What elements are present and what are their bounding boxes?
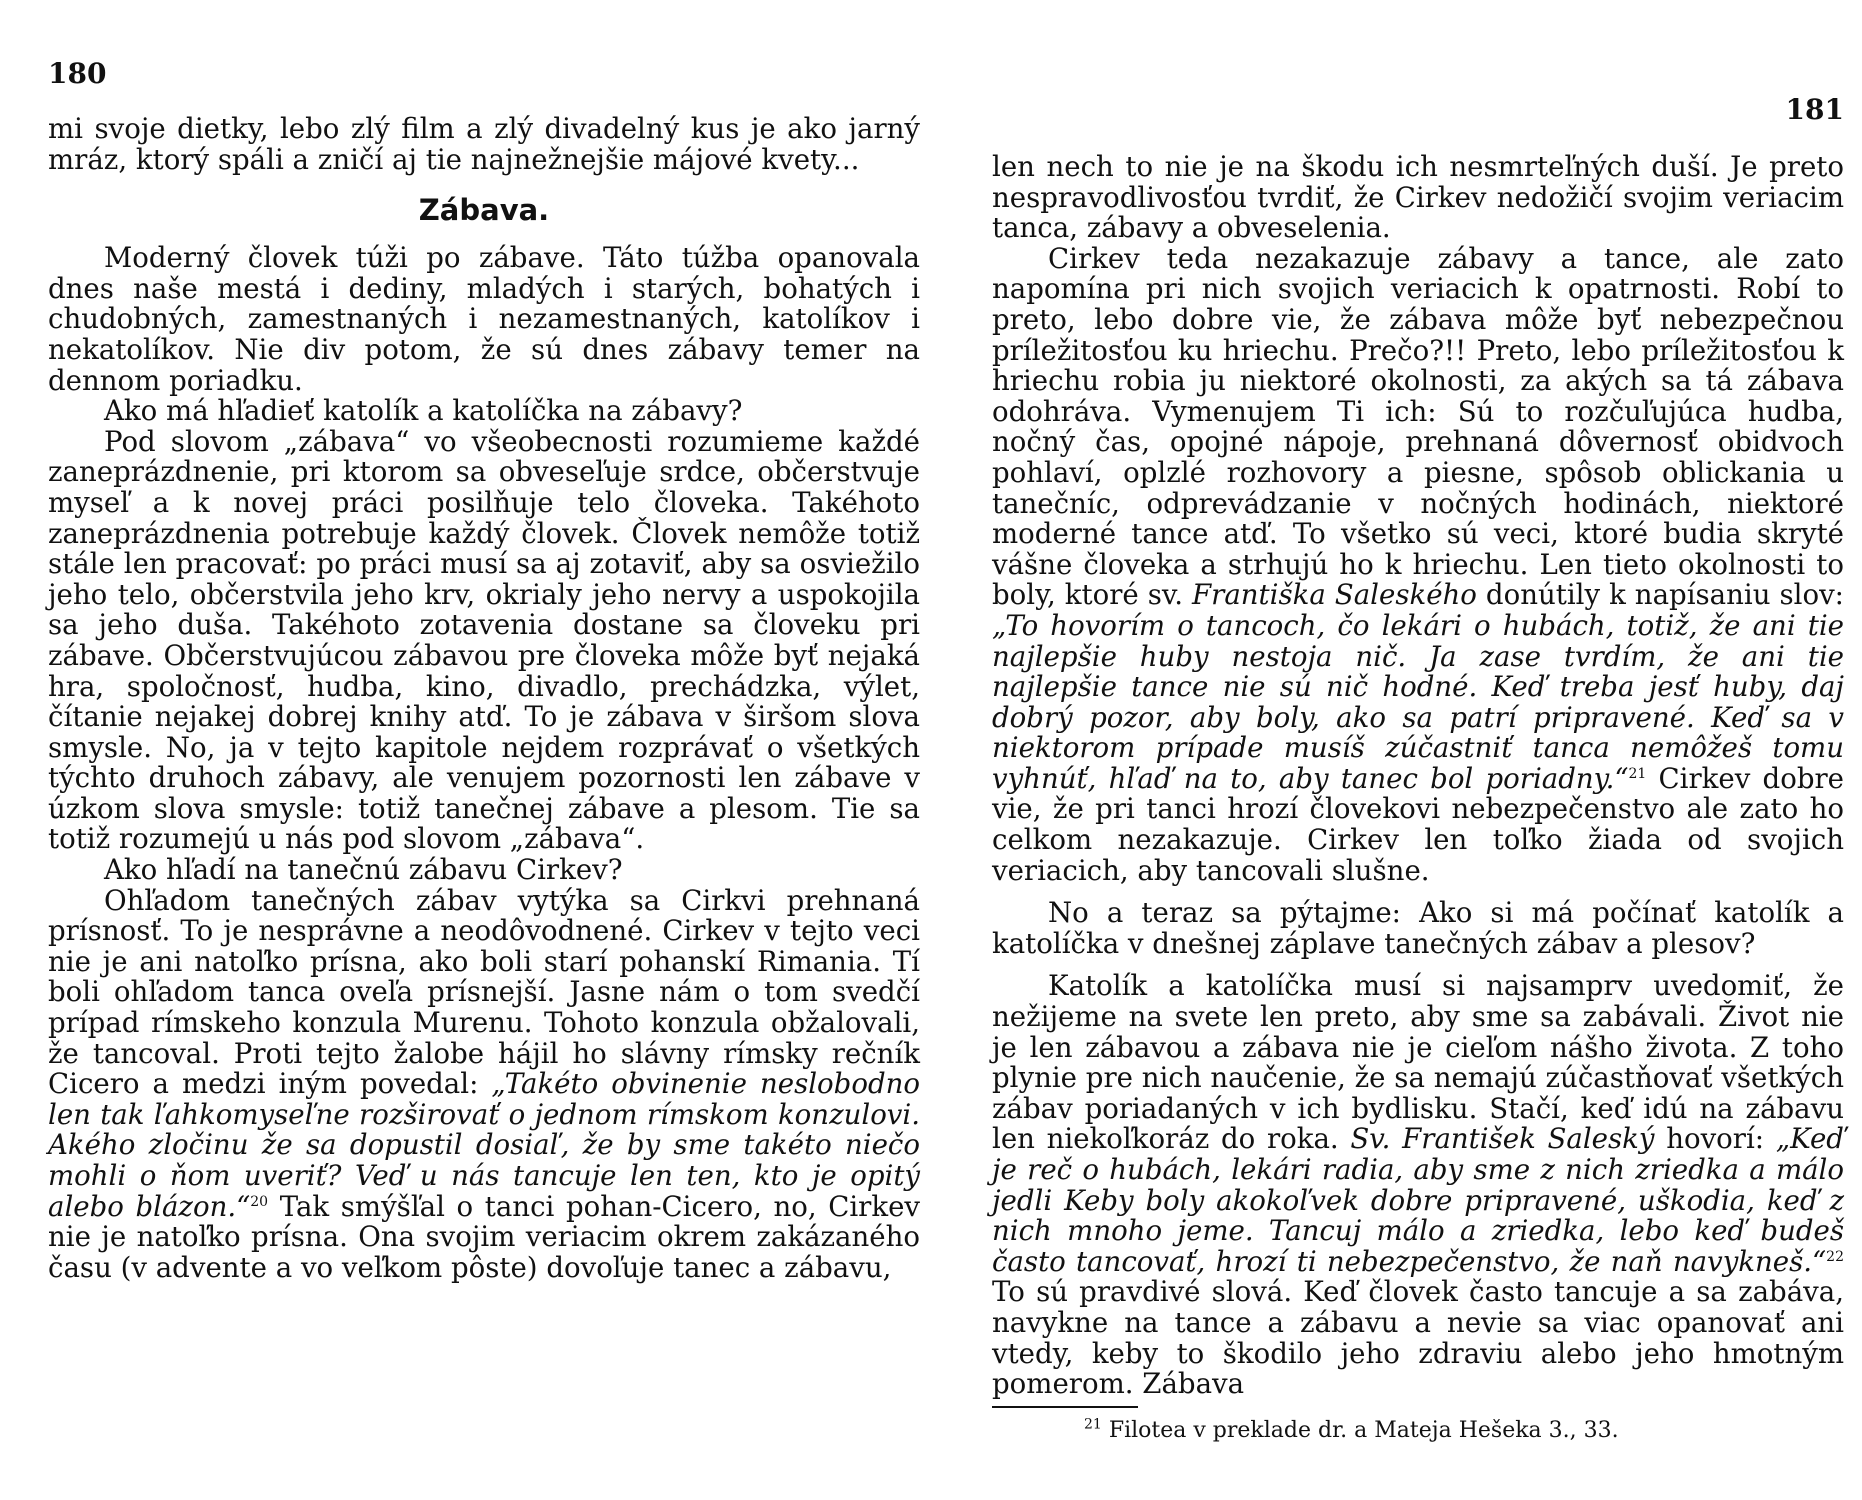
page-number-left: 180 bbox=[48, 57, 107, 90]
intro-paragraph: mi svoje dietky, lebo zlý film a zlý divadelný kus je ako jarný mráz, ktorý spáli a zničí aj tie najnežnejšie májové kvety... bbox=[48, 112, 920, 176]
paragraph-text: Cirkev dobre vie, že pri tanci hrozí človekovi nebezpečenstvo ale zato ho celkom nezakazuje. Cirkev len toľko žiada od svojich veriacich, aby tancovali slušne. bbox=[992, 761, 1845, 887]
footnote-ref: 21 bbox=[1628, 765, 1647, 782]
paragraph-text: hovorí: bbox=[1654, 1122, 1776, 1156]
question-paragraph: Ako hľadí na tanečnú zábavu Cirkev? bbox=[104, 853, 623, 887]
paragraph-text: Tak smýšľal o tanci pohan-Cicero, no, Cirkev nie je natoľko prísna. Ona svojim veriacim okrem zakázaného času (v advente a vo veľkom pôste) dovoľuje tanec a zábavu, bbox=[48, 1189, 920, 1284]
footnote-ref: 20 bbox=[250, 1193, 269, 1210]
paragraph bbox=[992, 971, 1844, 1399]
paragraph-text: Ohľadom tanečných zábav vytýka sa Cirkvi prehnaná prísnosť. To je nesprávne a neodôvodnené. Cirkev v tejto veci nie je ani natoľko prísna, ako boli starí pohanskí Rimania. Tí boli ohľadom tanca oveľa prísnejší. Jasne nám o tom svedčí prípad rímskeho konzula Murenu. Tohoto konzula obžalovali, že tancoval. Proti tejto žalobe hájil ho slávny rímsky rečník Cicero a medzi iným povedal: bbox=[48, 883, 920, 1101]
quotation: „To hovorím o tancoch, čo lekári o hubách, totiž, že ani tie najlepšie huby nestoja nič. Ja zase tvrdím, že ani tie najlepšie tance nie sú nič hodné. Keď treba jesť huby, daj dobrý pozor, aby boly, ako sa patrí pripravené. Keď sa v niektorom prípade musíš zúčastniť tanca nemôžeš tomu vyhnúť, hľaď na to, aby tanec bol poriadny.“ bbox=[992, 608, 1844, 795]
page-number-right: 181 bbox=[1785, 93, 1844, 126]
quotation: „Takéto obvinenie neslobodno len tak ľahkomyseľne rozširovať o jednom rímskom konzulovi. Akého zločinu že sa dopustil dosiaľ, že by sme takéto niečo mohli o ňom uveriť? Veď u nás tancuje len ten, kto je opitý alebo blázon.“ bbox=[48, 1067, 920, 1223]
footnote-number: 21 bbox=[1084, 1416, 1102, 1433]
paragraph-text: Katolík a katolíčka musí si najsamprv uvedomiť, že nežijeme na svete len preto, aby sme sa zabávali. Život nie je len zábavou a zábava nie je cieľom nášho života. Z toho plynie pre nich naučenie, že sa nemajú zúčastňovať všetkých zábav poriadaných v ich bydlisku. Stačí, keď idú na zábavu len niekoľkoráz do roka. bbox=[992, 969, 1844, 1156]
paragraph-text: donútily k napísaniu slov: bbox=[1476, 578, 1844, 612]
paragraph-text: Cirkev teda nezakazuje zábavy a tance, ale zato napomína pri nich svojich veriacich k opatrnosti. Robí to preto, lebo dobre vie, že zábava môže byť nebezpečnou príležitosťou ku hriechu. Prečo?!! Preto, lebo príležitosťou k hriechu robia ju niektoré okolnosti, za akých sa tá zábava odohráva. Vymenujem Ti ich: Sú to rozčuľujúca hudba, nočný čas, opojné nápoje, prehnaná dôvernosť obidvoch pohlaví, oplzlé rozhovory a piesne, spôsob oblickania u tanečníc, odprevádzanie v nočných hodinách, niektoré moderné tance atď. To všetko sú veci, ktoré budia skryté vášne človeka a strhujú ho k hriechu. Len tieto okolnosti to boly, ktoré sv. bbox=[992, 241, 1844, 612]
footnote-ref: 22 bbox=[1826, 1248, 1844, 1265]
footnote-divider bbox=[992, 1406, 1138, 1408]
person-name: Františka Saleského bbox=[1192, 578, 1477, 612]
paragraph: Pod slovom „zábava“ vo všeobecnosti rozumieme každé zaneprázdnenie, pri ktorom sa obveseľuje srdce, občerstvuje myseľ a k novej práci posilňuje telo človeka. Takéhoto zaneprázdnenia potrebuje každý človek. Človek nemôže totiž stále len pracovať: po práci musí sa aj zotaviť, aby sa osviežilo jeho telo, občerstvila jeho krv, okrialy jeho nervy a uspokojila sa jeho duša. Takéhoto zotavenia dostane sa človeku pri zábave. Občerstvujúcou zábavou pre človeka môže byť nejaká hra, spoločnosť, hudba, kino, divadlo, prechádzka, výlet, čítanie nejakej dobrej knihy atď. To je zábava v širšom slova smysle. No, ja v tejto kapitole nejdem rozprávať o všetkých týchto druhoch zábavy, ale venujem pozornosti len zábave v úzkom slova smysle: totiž tanečnej zábave a plesom. Tie sa totiž rozumejú u nás pod slovom „zábava“. bbox=[48, 424, 920, 856]
person-name: Sv. František Saleský bbox=[1350, 1122, 1655, 1156]
paragraph: Moderný človek túži po zábave. Táto túžba opanovala dnes naše mestá i dediny, mladých i starých, bohatých i chudobných, zamestnaných i nezamestnaných, katolíkov i nekatolíkov. Nie div potom, že sú dnes zábavy temer na dennom poriadku. bbox=[48, 241, 920, 397]
paragraph bbox=[992, 241, 1845, 887]
question-paragraph: Ako má hľadieť katolík a katolíčka na zábavy? bbox=[104, 394, 743, 428]
question-paragraph: No a teraz sa pýtajme: Ako si má počínať katolík a katolíčka v dnešnej záplave tanečných zábav a plesov? bbox=[992, 896, 1844, 960]
paragraph: len nech to nie je na škodu ich nesmrteľných duší. Je preto nespravodlivosťou tvrdiť, že Cirkev nedožičí svojim veriacim tanca, zábavy a obveselenia. bbox=[992, 150, 1844, 245]
left-page-text bbox=[48, 114, 920, 1283]
footnote-text: Filotea v preklade dr. a Mateja Hešeka 3., 33. bbox=[1108, 1418, 1619, 1443]
paragraph-text: To sú pravdivé slová. Keď človek často tancuje a sa zabáva, navykne na tance a zábavu a nevie sa viac opanovať ani vtedy, keby to škodilo jeho zdraviu alebo jeho hmotným pomerom. Zábava bbox=[992, 1275, 1844, 1401]
paragraph bbox=[48, 883, 920, 1284]
footnote bbox=[1084, 1418, 1844, 1444]
right-page-text bbox=[992, 152, 1844, 1400]
quotation: „Keď je reč o hubách, lekári radia, aby sme z nich zriedka a málo jedli Keby boly akokoľvek dobre pripravené, uškodia, keď z nich mnoho jeme. Tancuj málo a zriedka, lebo keď budeš často tancovať, hrozí ti nebezpečenstvo, že naň navykneš.“ bbox=[992, 1122, 1844, 1278]
section-heading: Zábava. bbox=[418, 193, 550, 228]
